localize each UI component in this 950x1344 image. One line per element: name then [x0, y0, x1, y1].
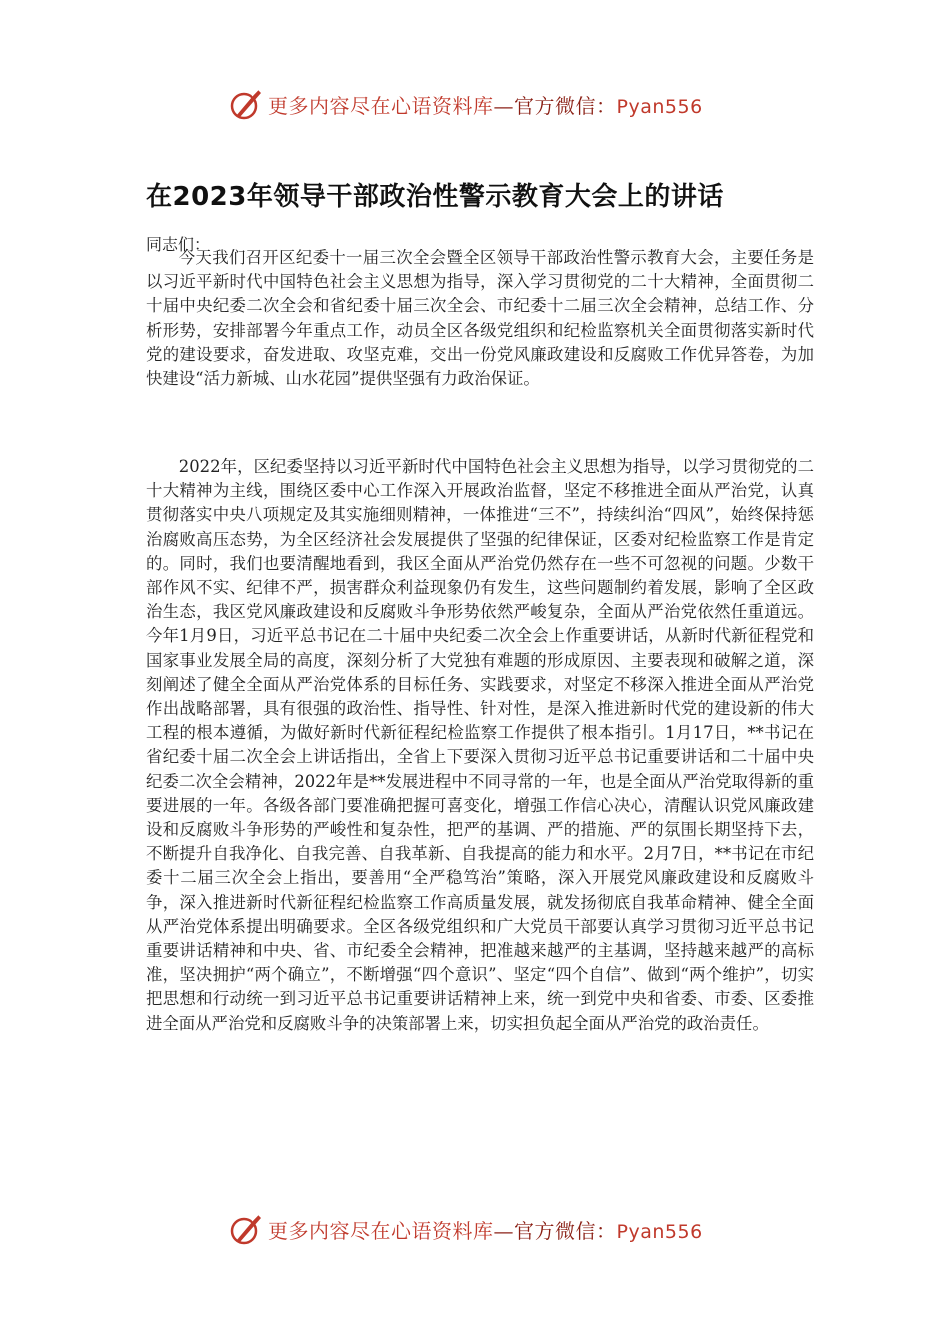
watermark-id: Pyan556 [616, 1220, 703, 1243]
watermark-text [268, 90, 703, 119]
watermark-text [268, 1215, 703, 1244]
watermark-main: 更多内容尽在心语资料库 [268, 93, 494, 118]
paragraph-1: 今天我们召开区纪委十一届三次全会暨全区领导干部政治性警示教育大会，主要任务是以习近平新时代中国特色社会主义思想为指导，深入学习贯彻党的二十大精神，全面贯彻二十届中央纪委二次全会和省纪委十届三次全会、市纪委十二届三次全会精神，总结工作、分析形势，安排部署今年重点工作，动员全区各级党组织和纪检监察机关全面贯彻落实新时代党的建设要求，奋发进取、攻坚克难，交出一份党风廉政建设和反腐败工作优异答卷，为加快建设“活力新城、山水花园”提供坚强有力政治保证。 [146, 248, 814, 389]
footer-watermark [228, 1209, 728, 1249]
watermark-sub: 官方微信： [514, 93, 617, 118]
header-watermark [228, 84, 728, 124]
watermark-id: Pyan556 [616, 95, 703, 118]
salutation: 同志们： [146, 235, 211, 254]
quill-logo-icon [228, 86, 264, 122]
quill-logo-icon [228, 1211, 264, 1247]
watermark-sub: 官方微信： [514, 1218, 617, 1243]
paragraph-2: 2022年，区纪委坚持以习近平新时代中国特色社会主义思想为指导，以学习贯彻党的二十大精神为主线，围绕区委中心工作深入开展政治监督，坚定不移推进全面从严治党，认真贯彻落实中央八项规定及其实施细则精神，一体推进“三不”，持续纠治“四风”，始终保持惩治腐败高压态势，为全区经济社会发展提供了坚强的纪律保证，区委对纪检监察工作是肯定的。同时，我们也要清醒地看到，我区全面从严治党仍然存在一些不可忽视的问题。少数干部作风不实、纪律不严，损害群众利益现象仍有发生，这些问题制约着发展，影响了全区政治生态，我区党风廉政建设和反腐败斗争形势依然严峻复杂，全面从严治党依然任重道远。今年1月9日，习近平总书记在二十届中央纪委二次全会上作重要讲话，从新时代新征程党和国家事业发展全局的高度，深刻分析了大党独有难题的形成原因、主要表现和破解之道，深刻阐述了健全全面从严治党体系的目标任务、实践要求，对坚定不移深入推进全面从严治党作出战略部署，具有很强的政治性、指导性、针对性，是深入推进新时代党的建设新的伟大工程的根本遵循，为做好新时代新征程纪检监察工作提供了根本指引。1月17日，**书记在省纪委十届二次全会上讲话指出，全省上下要深入贯彻习近平总书记重要讲话和二十届中央纪委二次全会精神，2022年是**发展进程中不同寻常的一年，也是全面从严治党取得新的重要进展的一年。各级各部门要准确把握可喜变化，增强工作信心决心，清醒认识党风廉政建设和反腐败斗争形势的严峻性和复杂性，把严的基调、严的措施、严的氛围长期坚持下去，不断提升自我净化、自我完善、自我革新、自我提高的能力和水平。2月7日，**书记在市纪委十二届三次全会上指出，要善用“全严稳笃治”策略，深入开展党风廉政建设和反腐败斗争，深入推进新时代新征程纪检监察工作高质量发展，就发扬彻底自我革命精神、健全全面从严治党体系提出明确要求。全区各级党组织和广大党员干部要认真学习贯彻习近平总书记重要讲话精神和中央、省、市纪委全会精神，把准越来越严的主基调，坚持越来越严的高标准，坚决拥护“两个确立”，不断增强“四个意识”、坚定“四个自信”、做到“两个维护”，切实把思想和行动统一到习近平总书记重要讲话精神上来，统一到党中央和省委、市委、区委推进全面从严治党和反腐败斗争的决策部署上来，切实担负起全面从严治党的政治责任。 [146, 457, 814, 1033]
watermark-dash: — [493, 1218, 514, 1243]
document-title: 在2023年领导干部政治性警示教育大会上的讲话 [146, 182, 724, 212]
watermark-main: 更多内容尽在心语资料库 [268, 1218, 494, 1243]
watermark-dash: — [493, 93, 514, 118]
